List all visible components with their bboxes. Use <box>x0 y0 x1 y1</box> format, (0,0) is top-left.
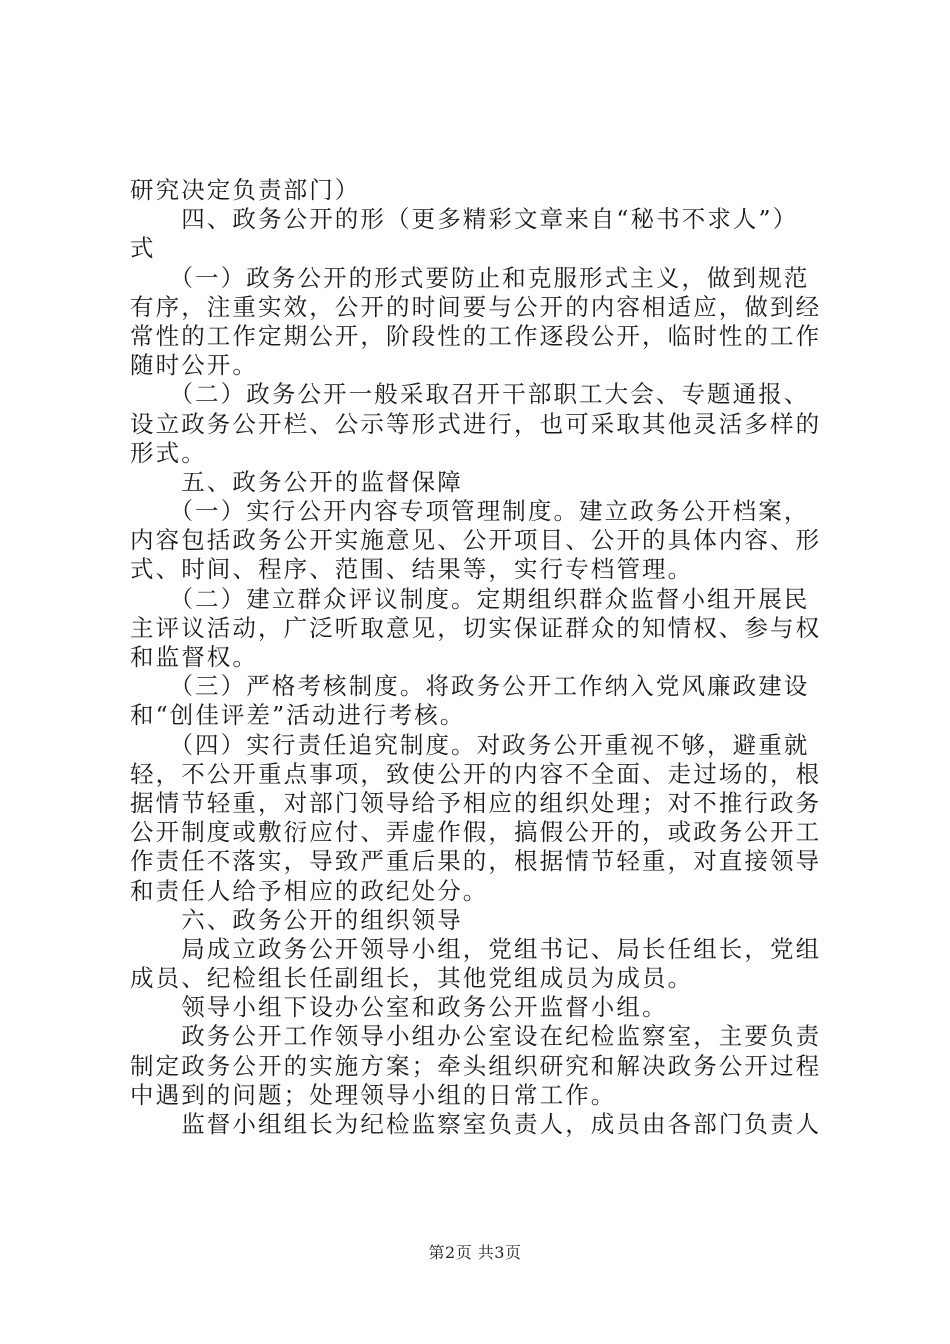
text-line: 设立政务公开栏、公示等形式进行，也可采取其他灵活多样的 <box>130 409 822 438</box>
text-line: 据情节轻重，对部门领导给予相应的组织处理；对不推行政务 <box>130 788 822 817</box>
text-line: 政务公开工作领导小组办公室设在纪检监察室，主要负责 <box>130 1022 822 1051</box>
text-line: 式、时间、程序、范围、结果等，实行专档管理。 <box>130 555 694 584</box>
text-line: 领导小组下设办公室和政务公开监督小组。 <box>130 993 668 1022</box>
text-line: 中遇到的问题；处理领导小组的日常工作。 <box>130 1080 617 1109</box>
text-line: 公开制度或敷衍应付、弄虚作假，搞假公开的，或政务公开工 <box>130 818 822 847</box>
text-line: 常性的工作定期公开，阶段性的工作逐段公开，临时性的工作 <box>130 321 822 350</box>
text-line: 局成立政务公开领导小组，党组书记、局长任组长，党组 <box>130 934 822 963</box>
text-line: （一）政务公开的形式要防止和克服形式主义，做到规范 <box>130 263 810 292</box>
text-line: 监督小组组长为纪检监察室负责人，成员由各部门负责人 <box>130 1110 822 1138</box>
text-line: 主评议活动，广泛听取意见，切实保证群众的知情权、参与权 <box>130 613 822 642</box>
text-line: 和责任人给予相应的政纪处分。 <box>130 876 489 905</box>
text-line: 随时公开。 <box>130 351 258 380</box>
text-line: （三）严格考核制度。将政务公开工作纳入党风廉政建设 <box>130 672 810 701</box>
text-line: 四、政务公开的形（更多精彩文章来自“秘书不求人”） <box>130 205 799 234</box>
text-line: 和监督权。 <box>130 643 258 671</box>
page-footer: 第2页 共3页 <box>428 1243 522 1262</box>
text-line: 内容包括政务公开实施意见、公开项目、公开的具体内容、形 <box>130 526 822 555</box>
text-line: （二）政务公开一般采取召开干部职工大会、专题通报、 <box>130 380 810 409</box>
text-line: 研究决定负责部门） <box>130 176 361 204</box>
text-line: 五、政务公开的监督保障 <box>130 467 463 496</box>
text-line: 有序，注重实效，公开的时间要与公开的内容相适应，做到经 <box>130 292 822 321</box>
document-body <box>130 176 830 1139</box>
text-line: （一）实行公开内容专项管理制度。建立政务公开档案， <box>130 497 810 526</box>
text-line: 形式。 <box>130 438 207 467</box>
text-line: 式 <box>130 234 156 263</box>
text-line: 作责任不落实，导致严重后果的，根据情节轻重，对直接领导 <box>130 847 822 876</box>
text-line: 制定政务公开的实施方案；牵头组织研究和解决政务公开过程 <box>130 1051 822 1080</box>
text-line: （四）实行责任追究制度。对政务公开重视不够，避重就 <box>130 730 810 759</box>
text-line: 和“创佳评差”活动进行考核。 <box>130 701 466 730</box>
text-line: 成员、纪检组长任副组长，其他党组成员为成员。 <box>130 964 694 993</box>
text-line: 六、政务公开的组织领导 <box>130 905 463 934</box>
text-line: 轻，不公开重点事项，致使公开的内容不全面、走过场的，根 <box>130 759 822 788</box>
text-line: （二）建立群众评议制度。定期组织群众监督小组开展民 <box>130 584 810 613</box>
